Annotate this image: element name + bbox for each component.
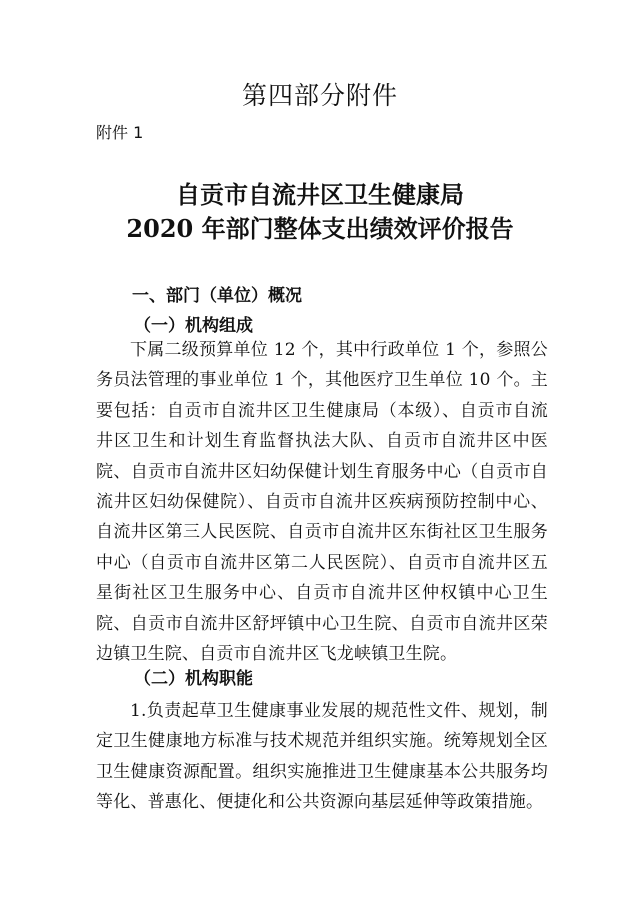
section-heading-overview: 一、部门（单位）概况 xyxy=(132,286,302,306)
subsection-heading-functions: （二）机构职能 xyxy=(134,669,253,689)
subsection-heading-organization: （一）机构组成 xyxy=(134,316,253,336)
attachment-label: 附件 1 xyxy=(96,123,144,142)
paragraph-functions: 1.负责起草卫生健康事业发展的规范性文件、规划，制定卫生健康地方标准与技术规范并组织实施。统筹规划全区卫生健康资源配置。组织实施推进卫生健康基本公共服务均等化、普惠化、便捷化和公共资源向基层延伸等政策措施。 xyxy=(96,701,548,813)
report-title-line-2: 2020 年部门整体支出绩效评价报告 xyxy=(126,214,514,243)
paragraph-organization: 下属二级预算单位 12 个，其中行政单位 1 个，参照公务员法管理的事业单位 1 个，其他医疗卫生单位 10 个。主要包括：自贡市自流井区卫生健康局（本级）、自贡市自流井区卫生和计划生育监督执法大队、自贡市自流井区中医院、自贡市自流井区妇幼保健计划生育服务中心（自贡市自流井区妇幼保健院）、自贡市自流井区疾病预防控制中心、自流井区第三人民医院、自贡市自流井区东街社区卫生服务中心（自贡市自流井区第二人民医院）、自贡市自流井区五星街社区卫生服务中心、自贡市自流井区仲权镇中心卫生院、自贡市自流井区舒坪镇中心卫生院、自贡市自流井区荣边镇卫生院、自贡市自流井区飞龙峡镇卫生院。 xyxy=(96,340,548,665)
part-title: 第四部分附件 xyxy=(241,81,398,110)
report-title-line-1: 自贡市自流井区卫生健康局 xyxy=(176,180,464,209)
